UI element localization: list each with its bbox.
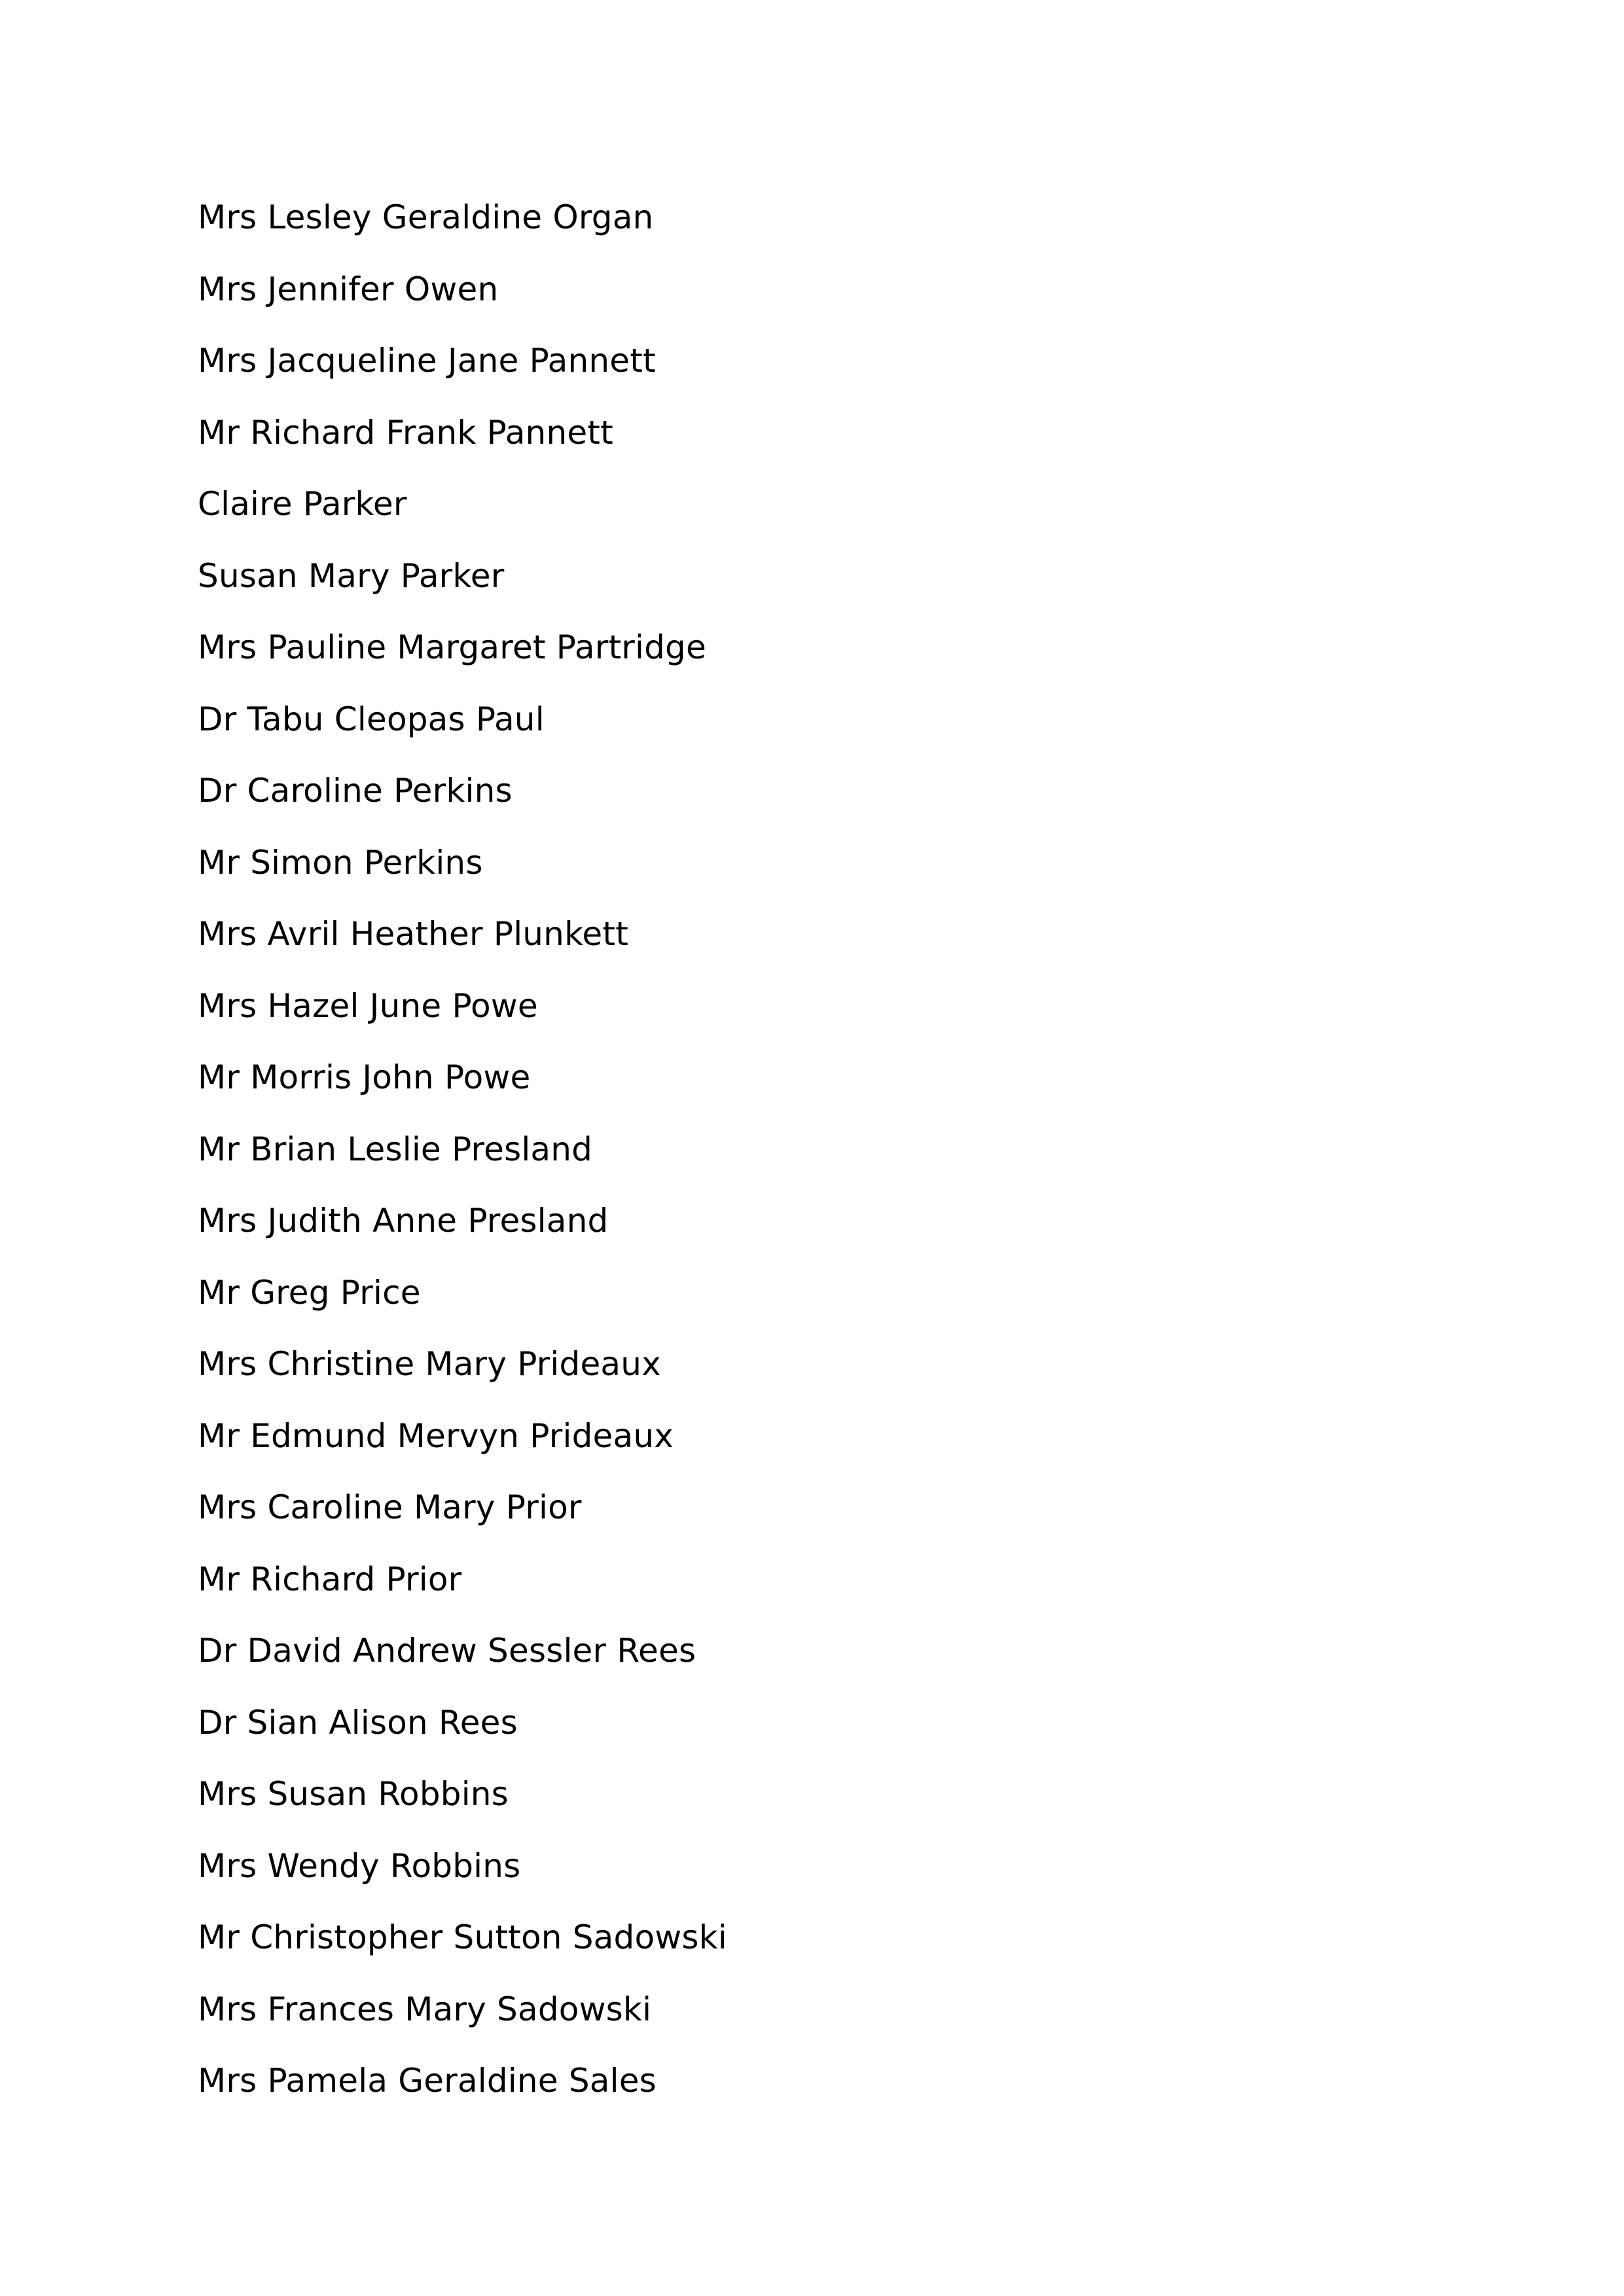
list-item: Mrs Jennifer Owen xyxy=(198,270,499,308)
list-item: Dr Tabu Cleopas Paul xyxy=(198,700,545,738)
list-item: Dr Caroline Perkins xyxy=(198,772,513,810)
name-list xyxy=(198,198,1507,2133)
list-item: Mr Simon Perkins xyxy=(198,843,483,882)
list-item: Dr Sian Alison Rees xyxy=(198,1703,518,1742)
list-item: Mrs Judith Anne Presland xyxy=(198,1202,609,1240)
list-item: Mr Morris John Powe xyxy=(198,1058,531,1096)
list-item: Mr Richard Prior xyxy=(198,1560,462,1598)
list-item: Mrs Susan Robbins xyxy=(198,1775,509,1813)
list-item: Mrs Pamela Geraldine Sales xyxy=(198,2062,657,2100)
list-item: Mrs Christine Mary Prideaux xyxy=(198,1345,661,1383)
list-item: Mrs Pauline Margaret Partridge xyxy=(198,628,706,666)
list-item: Claire Parker xyxy=(198,485,407,523)
list-item: Mr Edmund Mervyn Prideaux xyxy=(198,1416,674,1455)
list-item: Mr Christopher Sutton Sadowski xyxy=(198,1918,727,1956)
list-item: Mr Brian Leslie Presland xyxy=(198,1130,593,1168)
list-item: Mrs Frances Mary Sadowski xyxy=(198,1990,652,2028)
list-item: Mr Richard Frank Pannett xyxy=(198,413,613,452)
list-item: Susan Mary Parker xyxy=(198,556,505,595)
list-item: Mrs Wendy Robbins xyxy=(198,1846,521,1885)
list-item: Mrs Jacqueline Jane Pannett xyxy=(198,342,656,380)
list-item: Mr Greg Price xyxy=(198,1273,421,1312)
list-item: Dr David Andrew Sessler Rees xyxy=(198,1632,696,1670)
list-item: Mrs Hazel June Powe xyxy=(198,986,538,1025)
list-item: Mrs Lesley Geraldine Organ xyxy=(198,198,654,236)
list-item: Mrs Caroline Mary Prior xyxy=(198,1488,582,1526)
list-item: Mrs Avril Heather Plunkett xyxy=(198,915,629,953)
